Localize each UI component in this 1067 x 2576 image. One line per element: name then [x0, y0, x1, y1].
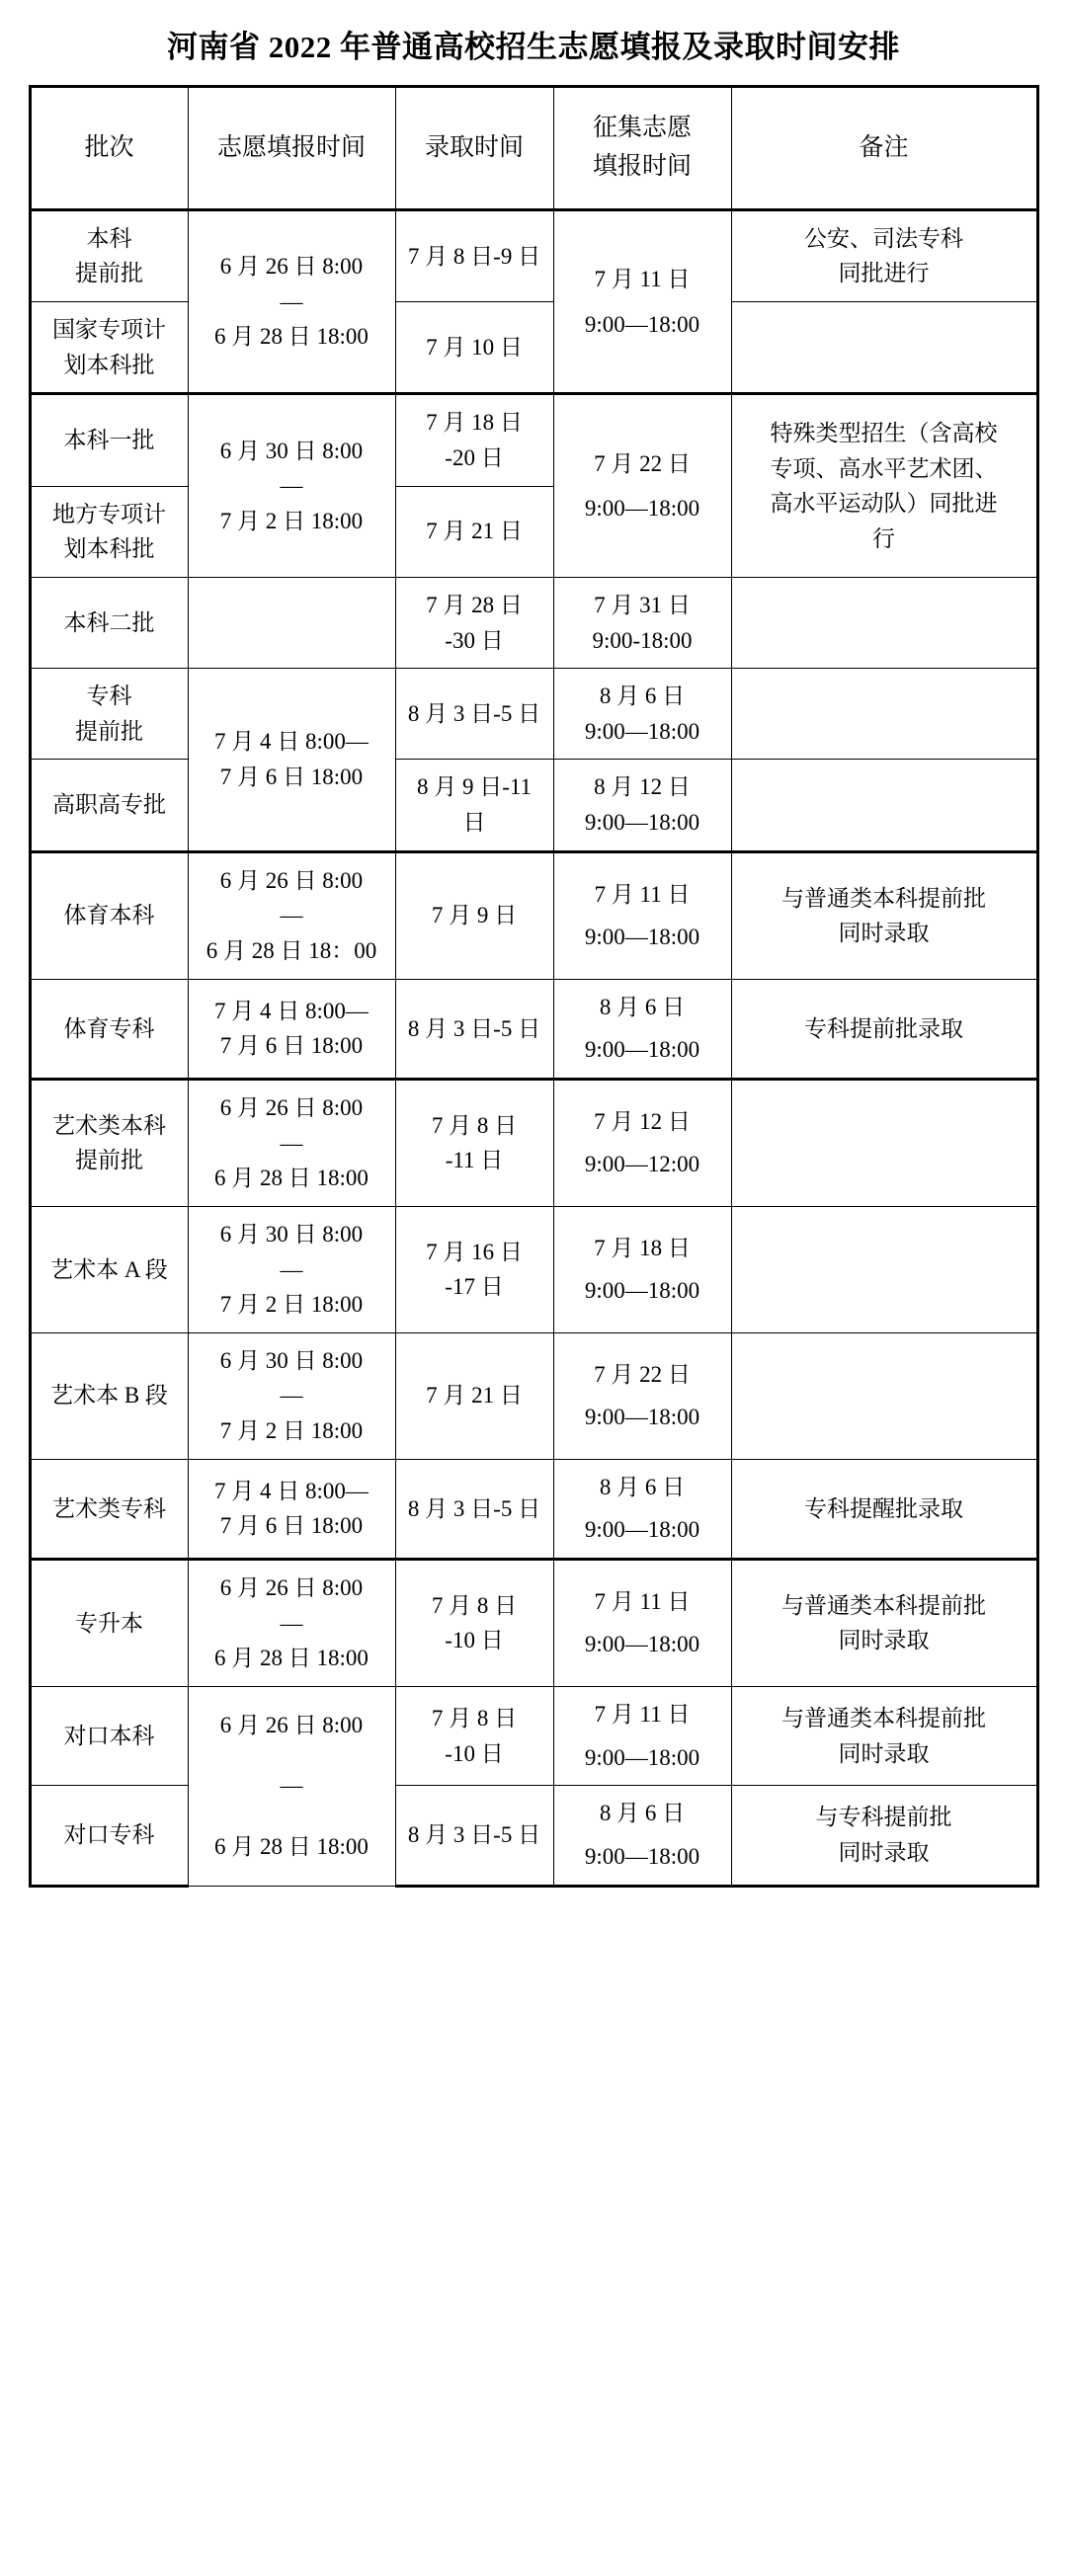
cell-collect-time: [553, 760, 731, 851]
cell-fill-time: [188, 1560, 395, 1687]
collect-line1: 7 月 12 日: [594, 1108, 691, 1134]
cell-collect-time: [553, 1686, 731, 1785]
remark-line1: 与普通类本科提前批: [781, 1592, 986, 1618]
cell-admission-time: 7 月 8 日-9 日: [395, 209, 553, 301]
remark-line1: 特殊类型招生（含高校: [770, 420, 998, 445]
batch-line2: 提前批: [75, 718, 143, 744]
collect-line2: 9:00—18:00: [584, 1278, 700, 1304]
table-row: [30, 577, 1037, 668]
cell-collect-time: [553, 1332, 731, 1459]
fill-line2: —: [280, 1256, 303, 1282]
table-row: [30, 209, 1037, 301]
cell-admission-time: [395, 1686, 553, 1785]
cell-collect-time: [553, 1560, 731, 1687]
remark-line1: 与普通类本科提前批: [781, 1705, 986, 1731]
cell-admission-time: 7 月 9 日: [395, 851, 553, 979]
remark-line2: 同时录取: [838, 1740, 930, 1766]
collect-line2: 9:00—18:00: [584, 718, 700, 744]
cell-remark: [731, 851, 1037, 979]
cell-batch: [30, 302, 188, 394]
collect-line1: 7 月 18 日: [594, 1235, 691, 1260]
table-row: [30, 1079, 1037, 1206]
fill-line3: 6 月 28 日 18:00: [214, 1166, 369, 1191]
table-row: [30, 394, 1037, 486]
collect-line2: 9:00—18:00: [584, 1037, 700, 1063]
collect-line2: 9:00—18:00: [584, 1405, 700, 1430]
table-header-row: [30, 87, 1037, 210]
cell-remark: [731, 760, 1037, 851]
batch-line1: 地方专项计: [52, 501, 166, 526]
admission-line1: 8 月 9 日-11: [416, 774, 533, 800]
admission-line1: 7 月 18 日: [426, 410, 523, 436]
cell-remark: 专科提醒批录取: [731, 1459, 1037, 1559]
cell-collect-time: [553, 1206, 731, 1332]
collect-line2: 9:00—18:00: [584, 1744, 700, 1770]
collect-line1: 7 月 22 日: [594, 450, 691, 476]
collect-line1: 8 月 6 日: [599, 994, 686, 1019]
cell-batch: 体育专科: [30, 979, 188, 1079]
cell-batch: [30, 209, 188, 301]
collect-line2: 9:00—18:00: [584, 496, 700, 522]
fill-line1: 6 月 30 日 8:00: [219, 1221, 364, 1247]
cell-fill-time: [188, 979, 395, 1079]
remark-line2: 同时录取: [838, 1839, 930, 1865]
cell-remark: [731, 669, 1037, 760]
cell-batch: 对口本科: [30, 1686, 188, 1785]
collect-line1: 8 月 12 日: [594, 774, 691, 800]
collect-line1: 7 月 11 日: [594, 1701, 691, 1727]
fill-line3: 6 月 28 日 18：00: [205, 938, 377, 964]
fill-line2: 7 月 6 日 18:00: [219, 1513, 364, 1539]
fill-line1: 6 月 30 日 8:00: [219, 438, 364, 463]
fill-line3: 6 月 28 日 18:00: [214, 324, 369, 350]
cell-admission-time: [395, 1079, 553, 1206]
cell-fill-time: [188, 1686, 395, 1886]
cell-batch: 体育本科: [30, 851, 188, 979]
cell-admission-time: 8 月 3 日-5 日: [395, 669, 553, 760]
cell-admission-time: 8 月 3 日-5 日: [395, 1459, 553, 1559]
cell-fill-time: [188, 577, 395, 668]
admission-line2: -10 日: [445, 1628, 504, 1653]
cell-admission-time: 7 月 21 日: [395, 486, 553, 577]
fill-line1: 6 月 26 日 8:00: [219, 254, 364, 280]
fill-line3: 6 月 28 日 18:00: [214, 1834, 369, 1860]
remark-line1: 与专科提前批: [815, 1805, 952, 1830]
remark-line2: 同批进行: [838, 261, 930, 286]
admission-line2: -11 日: [445, 1148, 504, 1173]
column-header-collect-line1: 征集志愿: [592, 115, 692, 142]
table-row: [30, 669, 1037, 760]
fill-line3: 7 月 2 日 18:00: [219, 1418, 364, 1444]
cell-collect-time: [553, 1459, 731, 1559]
collect-line1: 7 月 11 日: [594, 881, 691, 907]
cell-batch: 艺术本 B 段: [30, 1332, 188, 1459]
page-title: 河南省 2022 年普通高校招生志愿填报及录取时间安排: [167, 30, 900, 64]
admission-line2: 日: [462, 810, 486, 836]
fill-line2: —: [280, 1773, 303, 1799]
cell-batch: 高职高专批: [30, 760, 188, 851]
cell-remark: [731, 1686, 1037, 1785]
collect-line1: 8 月 6 日: [599, 1801, 686, 1826]
cell-fill-time: [188, 1459, 395, 1559]
batch-line2: 划本科批: [63, 352, 155, 377]
fill-line2: 7 月 6 日 18:00: [219, 764, 364, 789]
column-header-fill-time: 志愿填报时间: [188, 87, 395, 210]
cell-fill-time: [188, 669, 395, 852]
table-row: [30, 760, 1037, 851]
collect-line2: 9:00—18:00: [584, 1843, 700, 1869]
fill-line2: —: [280, 903, 303, 928]
cell-fill-time: [188, 209, 395, 394]
cell-fill-time: [188, 1206, 395, 1332]
cell-collect-time: [553, 1786, 731, 1886]
cell-collect-time: [553, 209, 731, 394]
collect-line2: 9:00—18:00: [584, 1517, 700, 1543]
batch-line1: 专科: [86, 684, 132, 709]
collect-line1: 7 月 31 日: [594, 592, 691, 617]
collect-line1: 7 月 22 日: [594, 1361, 691, 1387]
cell-fill-time: [188, 1079, 395, 1206]
fill-line1: 6 月 30 日 8:00: [219, 1347, 364, 1373]
cell-collect-time: [553, 577, 731, 668]
cell-collect-time: [553, 1079, 731, 1206]
column-header-collect-time: [553, 87, 731, 210]
cell-collect-time: [553, 851, 731, 979]
admission-line1: 7 月 8 日: [431, 1592, 518, 1618]
admission-line1: 7 月 8 日: [431, 1112, 518, 1138]
collect-line2: 9:00-18:00: [592, 627, 693, 653]
column-header-remark: 备注: [731, 87, 1037, 210]
cell-fill-time: [188, 851, 395, 979]
table-row: [30, 1332, 1037, 1459]
cell-remark: [731, 577, 1037, 668]
fill-line3: 6 月 28 日 18:00: [214, 1646, 369, 1671]
cell-remark: [731, 1079, 1037, 1206]
collect-line2: 9:00—12:00: [584, 1152, 700, 1177]
fill-line1: 6 月 26 日 8:00: [219, 1575, 364, 1601]
collect-line2: 9:00—18:00: [584, 311, 700, 337]
cell-batch: 对口专科: [30, 1786, 188, 1886]
fill-line2: —: [280, 473, 303, 499]
cell-batch: 专升本: [30, 1560, 188, 1687]
cell-admission-time: 7 月 10 日: [395, 302, 553, 394]
cell-batch: [30, 1079, 188, 1206]
remark-line4: 行: [872, 525, 895, 551]
admission-line1: 7 月 16 日: [426, 1239, 523, 1264]
batch-line1: 本科: [86, 225, 132, 251]
column-header-admission-time: 录取时间: [395, 87, 553, 210]
remark-line2: 专项、高水平艺术团、: [770, 455, 998, 481]
cell-remark: [731, 1560, 1037, 1687]
column-header-batch: 批次: [30, 87, 188, 210]
admission-line1: 7 月 28 日: [426, 592, 523, 617]
fill-line1: 7 月 4 日 8:00—: [214, 998, 369, 1023]
admission-line2: -20 日: [445, 445, 504, 470]
fill-line1: 6 月 26 日 8:00: [219, 1094, 364, 1120]
admission-line1: 7 月 8 日: [431, 1705, 518, 1731]
column-header-collect-line2: 填报时间: [592, 153, 692, 181]
cell-remark: [731, 209, 1037, 301]
collect-line2: 9:00—18:00: [584, 1632, 700, 1657]
table-row: [30, 851, 1037, 979]
schedule-table: [29, 85, 1039, 1887]
remark-line1: 与普通类本科提前批: [781, 885, 986, 911]
batch-line1: 国家专项计: [52, 317, 166, 343]
remark-line2: 同时录取: [838, 1628, 930, 1653]
cell-collect-time: [553, 979, 731, 1079]
table-row: [30, 1686, 1037, 1785]
table-row: [30, 1560, 1037, 1687]
cell-fill-time: [188, 1332, 395, 1459]
cell-batch: 本科一批: [30, 394, 188, 486]
cell-remark: 专科提前批录取: [731, 979, 1037, 1079]
remark-line2: 同时录取: [838, 921, 930, 946]
admission-line2: -10 日: [445, 1740, 504, 1766]
cell-remark: [731, 1786, 1037, 1886]
collect-line2: 9:00—18:00: [584, 810, 700, 836]
admission-line2: -17 日: [445, 1274, 504, 1300]
fill-line2: —: [280, 1130, 303, 1156]
fill-line2: —: [280, 1610, 303, 1636]
batch-line2: 提前批: [75, 261, 143, 286]
batch-line2: 划本科批: [63, 536, 155, 562]
fill-line3: 7 月 2 日 18:00: [219, 508, 364, 533]
cell-admission-time: [395, 1206, 553, 1332]
cell-batch: [30, 669, 188, 760]
cell-admission-time: [395, 577, 553, 668]
collect-line1: 8 月 6 日: [599, 684, 686, 709]
fill-line1: 6 月 26 日 8:00: [219, 867, 364, 893]
admission-line2: -30 日: [445, 627, 504, 653]
table-row: [30, 1459, 1037, 1559]
cell-admission-time: [395, 760, 553, 851]
cell-admission-time: [395, 1560, 553, 1687]
fill-line2: —: [280, 1383, 303, 1409]
cell-batch: 艺术本 A 段: [30, 1206, 188, 1332]
cell-batch: 艺术类专科: [30, 1459, 188, 1559]
fill-line2: 7 月 6 日 18:00: [219, 1033, 364, 1059]
cell-remark: [731, 1206, 1037, 1332]
fill-line1: 7 月 4 日 8:00—: [214, 1478, 369, 1503]
cell-admission-time: 8 月 3 日-5 日: [395, 1786, 553, 1886]
cell-batch: 本科二批: [30, 577, 188, 668]
fill-line1: 7 月 4 日 8:00—: [214, 729, 369, 755]
fill-line1: 6 月 26 日 8:00: [219, 1712, 364, 1737]
fill-line2: —: [280, 288, 303, 314]
table-row: [30, 1786, 1037, 1886]
cell-admission-time: 8 月 3 日-5 日: [395, 979, 553, 1079]
fill-line3: 7 月 2 日 18:00: [219, 1292, 364, 1318]
collect-line1: 7 月 11 日: [594, 266, 691, 291]
batch-line2: 提前批: [75, 1148, 143, 1173]
collect-line1: 8 月 6 日: [599, 1474, 686, 1499]
cell-fill-time: [188, 394, 395, 578]
cell-collect-time: [553, 394, 731, 578]
cell-batch: [30, 486, 188, 577]
remark-line3: 高水平运动队）同批进: [770, 491, 998, 517]
cell-remark: [731, 1332, 1037, 1459]
collect-line1: 7 月 11 日: [594, 1588, 691, 1614]
batch-line1: 艺术类本科: [52, 1112, 166, 1138]
cell-remark: [731, 302, 1037, 394]
table-row: [30, 1206, 1037, 1332]
remark-line1: 公安、司法专科: [804, 225, 963, 251]
collect-line2: 9:00—18:00: [584, 925, 700, 950]
table-row: [30, 979, 1037, 1079]
cell-admission-time: 7 月 21 日: [395, 1332, 553, 1459]
cell-admission-time: [395, 394, 553, 486]
table-row: [30, 302, 1037, 394]
cell-remark: [731, 394, 1037, 578]
cell-collect-time: [553, 669, 731, 760]
